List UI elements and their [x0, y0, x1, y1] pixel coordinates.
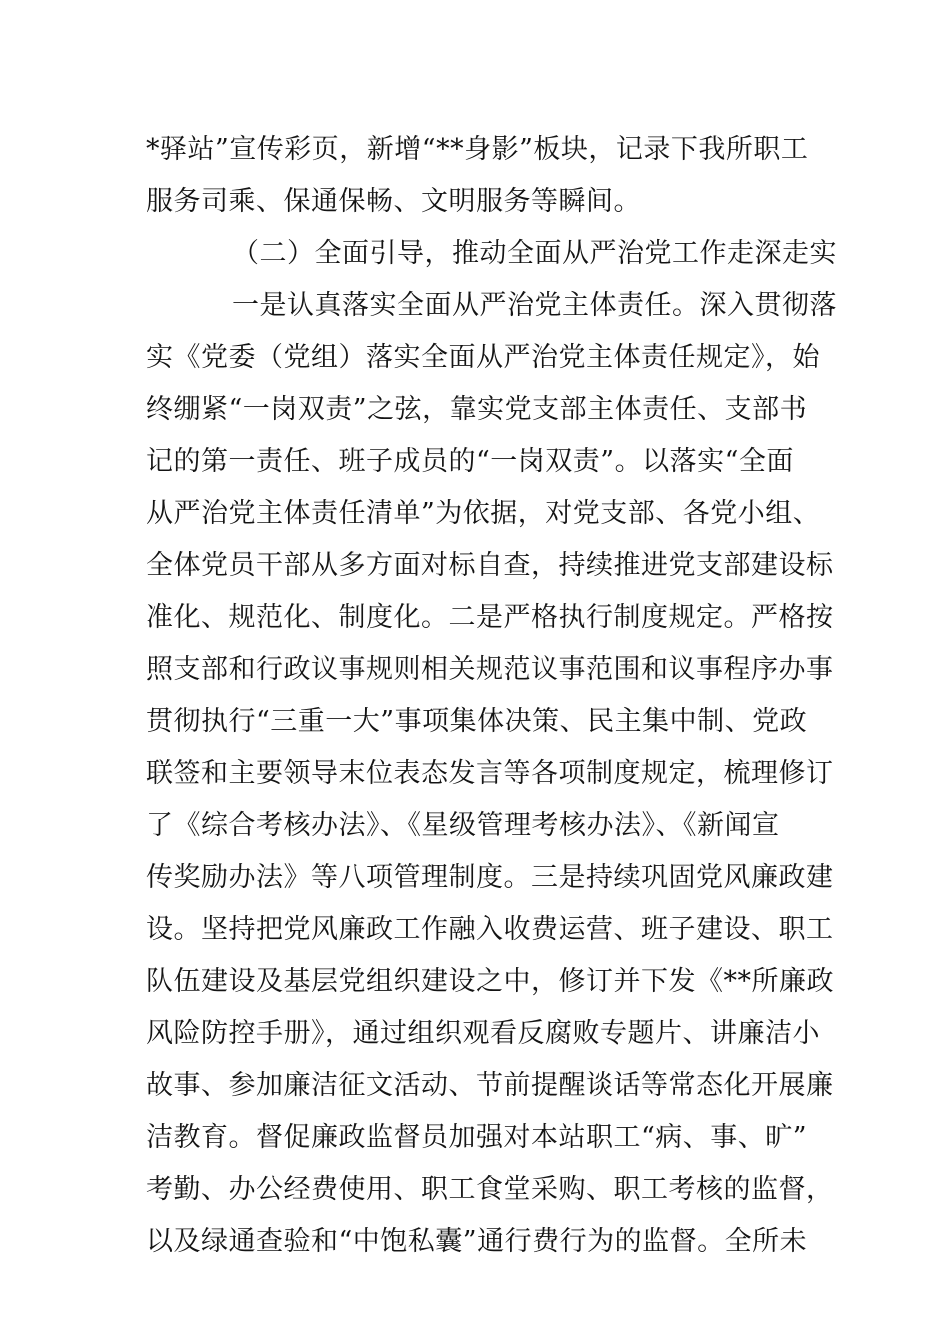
line-text: 终绷紧“一岗双责”之弦，靠实党支部主体责任、支部书	[146, 394, 808, 425]
text-line	[0, 644, 950, 696]
text-line	[0, 1216, 950, 1268]
text-line	[0, 176, 950, 228]
text-line	[0, 748, 950, 800]
line-text: 了《综合考核办法》、《星级管理考核办法》、《新闻宣	[146, 810, 780, 841]
line-text: 风险防控手册》，通过组织观看反腐败专题片、讲廉洁小	[146, 1018, 820, 1049]
text-line	[0, 436, 950, 488]
line-text: 以及绿通查验和“中饱私囊”通行费行为的监督。全所未	[146, 1226, 808, 1257]
line-text: 故事、参加廉洁征文活动、节前提醒谈话等常态化开展廉	[146, 1070, 834, 1101]
text-line	[0, 852, 950, 904]
text-line	[0, 696, 950, 748]
text-line	[0, 1164, 950, 1216]
text-line	[0, 956, 950, 1008]
line-text: 考勤、办公经费使用、职工食堂采购、职工考核的监督，	[146, 1174, 834, 1205]
line-text: 队伍建设及基层党组织建设之中，修订并下发《**所廉政	[146, 966, 834, 997]
text-line	[0, 280, 950, 332]
line-text: 记的第一责任、班子成员的“一岗双责”。以落实“全面	[146, 446, 794, 477]
line-text: 一是认真落实全面从严治党主体责任。深入贯彻落	[232, 290, 837, 321]
line-text: 实《党委（党组）落实全面从严治党主体责任规定》，始	[146, 342, 820, 373]
text-line	[0, 540, 950, 592]
line-text: 洁教育。督促廉政监督员加强对本站职工“病、事、旷”	[146, 1122, 808, 1153]
line-text: 贯彻执行“三重一大”事项集体决策、民主集中制、党政	[146, 706, 808, 737]
text-line	[0, 1008, 950, 1060]
line-text: 照支部和行政议事规则相关规范议事范围和议事程序办事	[146, 654, 834, 685]
text-line	[0, 904, 950, 956]
text-line	[0, 488, 950, 540]
line-text: 设。坚持把党风廉政工作融入收费运营、班子建设、职工	[146, 914, 834, 945]
line-text: 从严治党主体责任清单”为依据，对党支部、各党小组、	[146, 498, 821, 529]
text-line	[0, 1112, 950, 1164]
line-text: 联签和主要领导末位表态发言等各项制度规定，梳理修订	[146, 758, 834, 789]
line-text: 准化、规范化、制度化。二是严格执行制度规定。严格按	[146, 602, 834, 633]
text-line	[0, 124, 950, 176]
line-text: 全体党员干部从多方面对标自查，持续推进党支部建设标	[146, 550, 834, 581]
text-line	[0, 384, 950, 436]
section-heading	[0, 228, 950, 280]
line-text: *驿站”宣传彩页，新增“**身影”板块，记录下我所职工	[146, 134, 809, 165]
heading-text: （二）全面引导，推动全面从严治党工作走深走实	[232, 238, 837, 269]
text-line	[0, 1060, 950, 1112]
text-line	[0, 592, 950, 644]
text-line	[0, 800, 950, 852]
text-line	[0, 332, 950, 384]
line-text: 服务司乘、保通保畅、文明服务等瞬间。	[146, 186, 641, 217]
line-text: 传奖励办法》等八项管理制度。三是持续巩固党风廉政建	[146, 862, 834, 893]
